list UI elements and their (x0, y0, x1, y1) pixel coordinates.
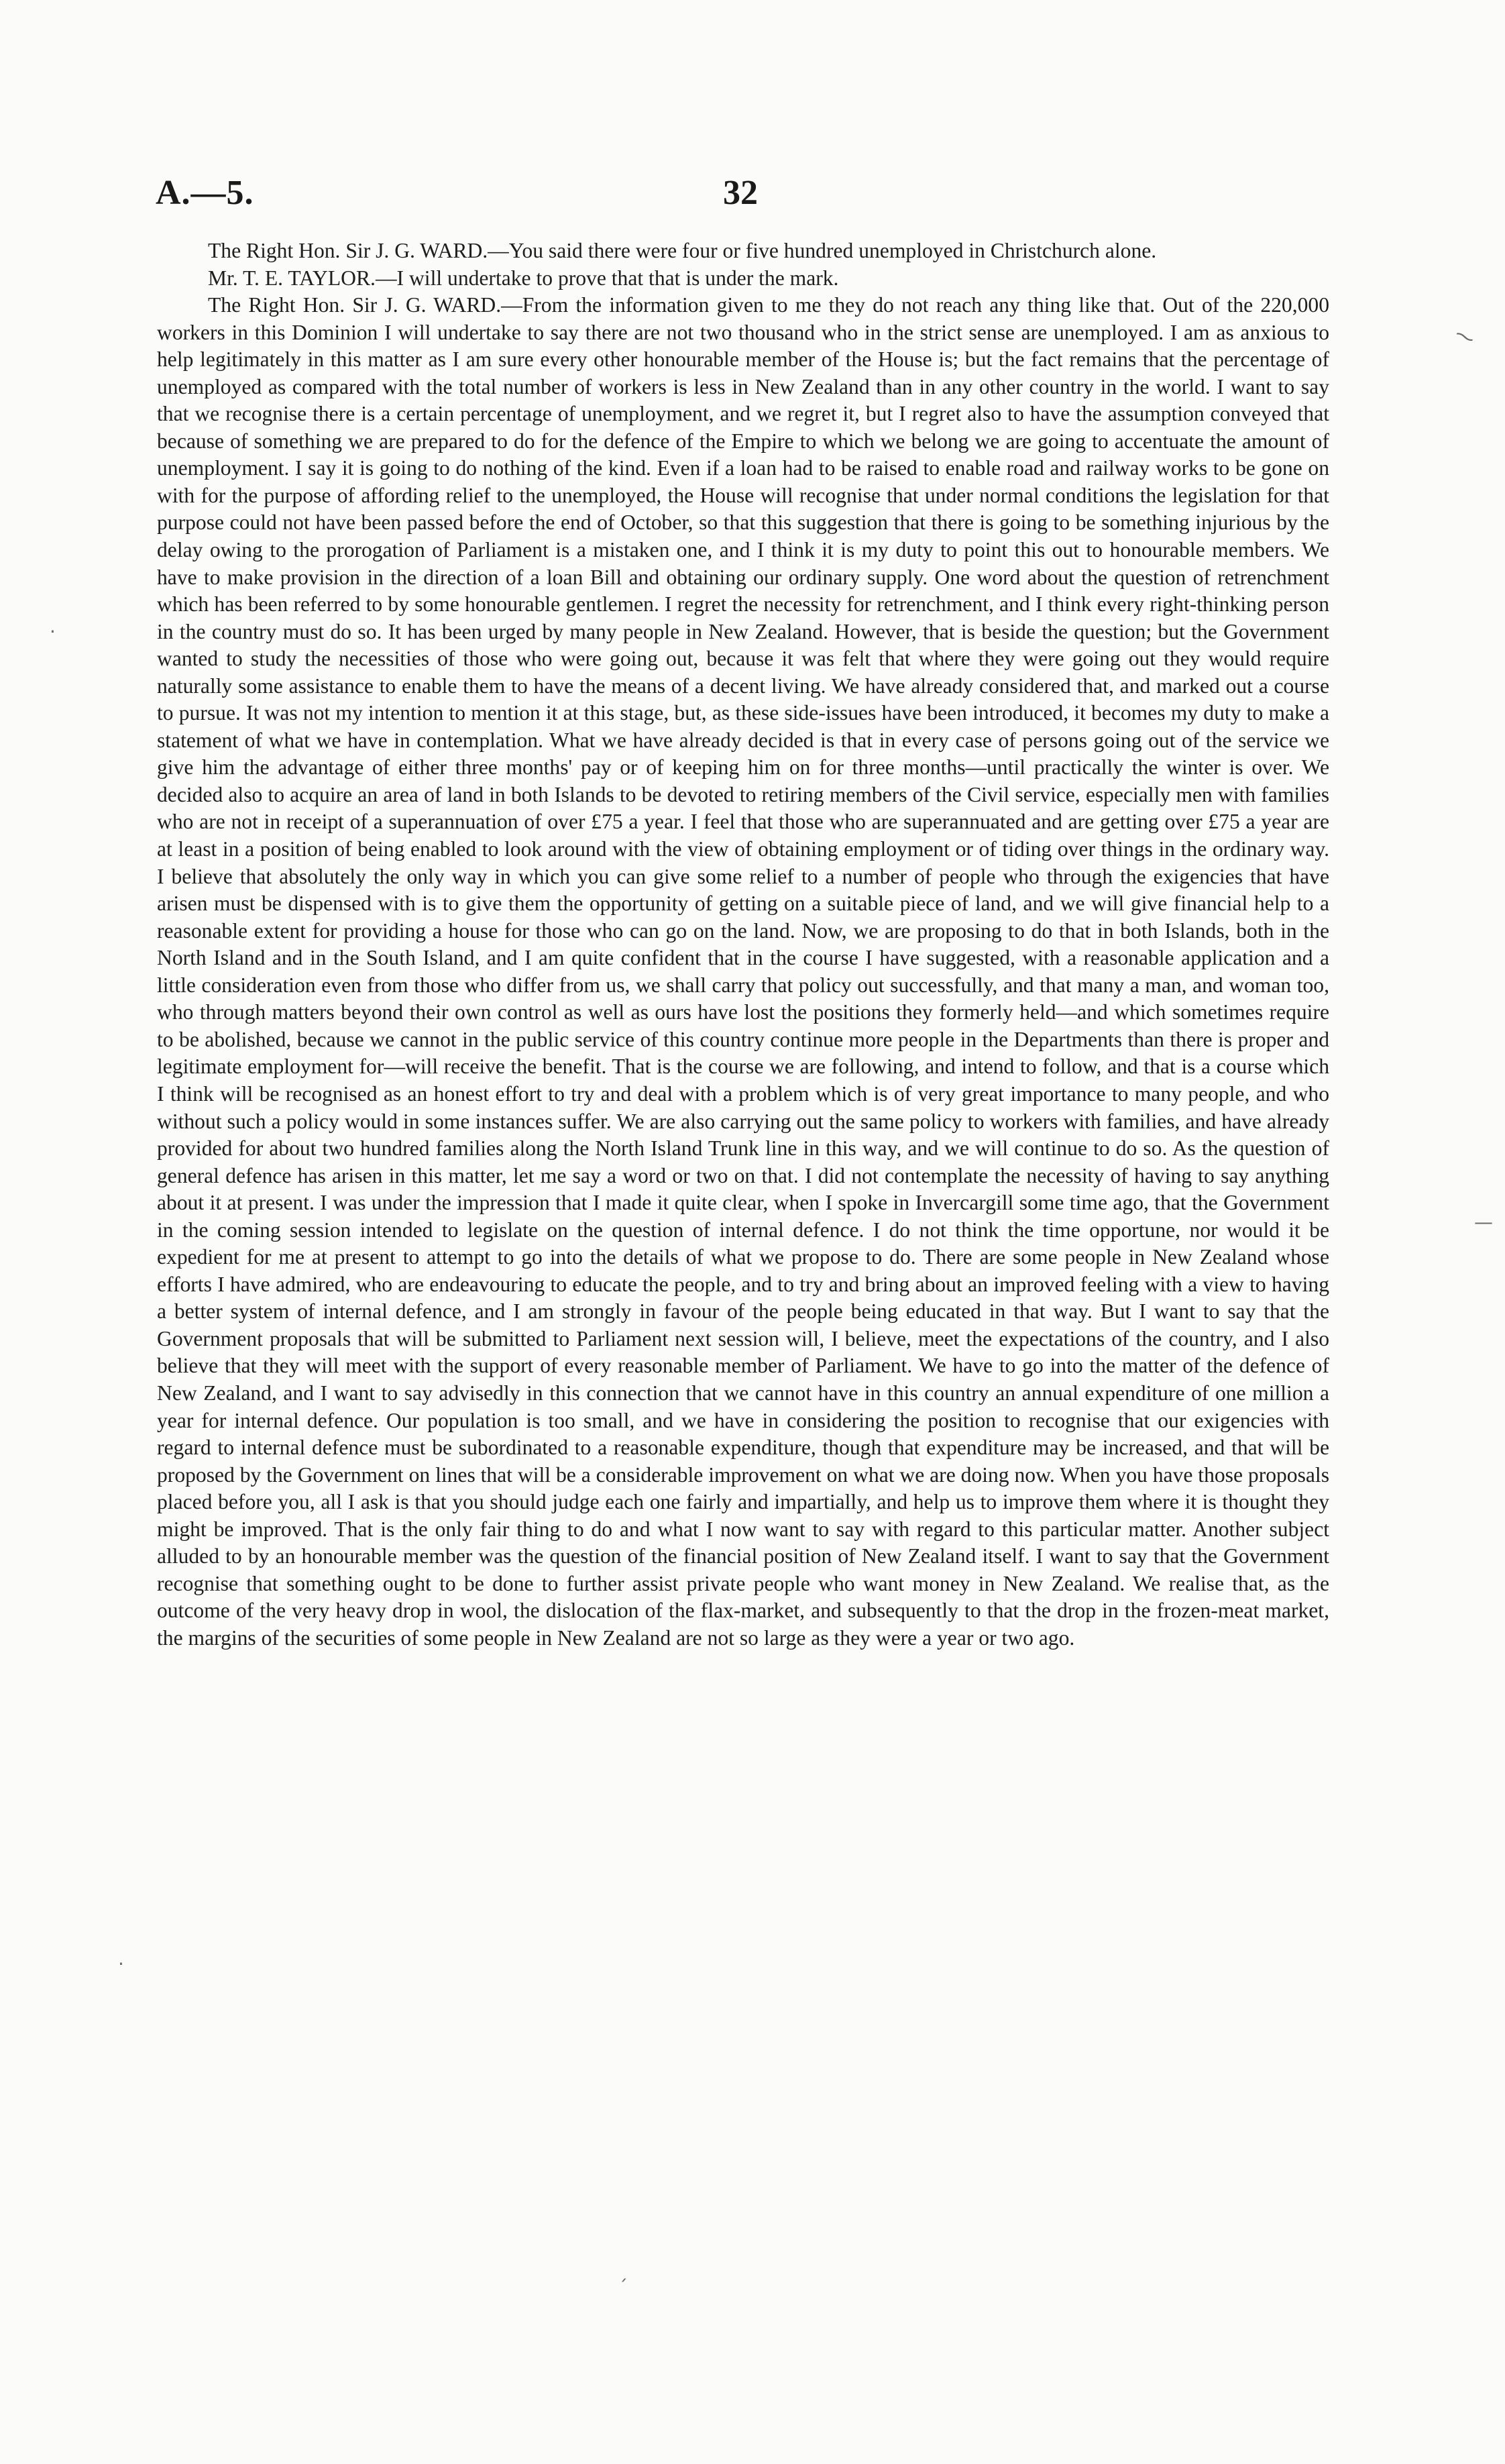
scan-tick-icon: ˏ (618, 2260, 628, 2282)
document-reference: A.—5. (156, 174, 254, 212)
paragraph-ward-statement: The Right Hon. Sir J. G. WARD.—From the information given to me they do not reach any thing like that. Out of the 220,000 workers in this Dominion I will undertake to say there are not two thousand who in the strict sense are unemployed. I am as anxious to help legitimately in this matter as I am sure every other honourable member of the House is; but the fact remains that the percentage of unemployed as compared with the total number of workers is less in New Zealand than in any other country in the world. I want to say that we recognise there is a certain percentage of unemployment, and we regret it, but I regret also to have the assumption conveyed that because of something we are prepared to do for the defence of the Empire to which we belong we are going to accentuate the amount of unemployment. I say it is going to do nothing of the kind. Even if a loan had to be raised to enable road and railway works to be gone on with for the purpose of affording relief to the unemployed, the House will recognise that under normal conditions the legislation for that purpose could not have been passed before the end of October, so that this suggestion that there is going to be something injurious by the delay owing to the prorogation of Parliament is a mistaken one, and I think it is my duty to point this out to honourable members. We have to make provision in the direction of a loan Bill and obtaining our ordinary supply. One word about the question of retrenchment which has been referred to by some honourable gentlemen. I regret the necessity for retrenchment, and I think every right-thinking person in the country must do so. It has been urged by many people in New Zealand. However, that is beside the question; but the Government wanted to study the necessities of those who were going out, because it was felt that where they were going out they would require naturally some assistance to enable them to have the means of a decent living. We have already considered that, and marked out a course to pursue. It was not my intention to mention it at this stage, but, as these side-issues have been introduced, it becomes my duty to make a statement of what we have in contemplation. What we have already decided is that in every case of persons going out of the service we give him the advantage of either three months' pay or of keeping him on for three months—until practically the winter is over. We decided also to acquire an area of land in both Islands to be devoted to retiring members of the Civil service, especially men with families who are not in receipt of a superannuation of over £75 a year. I feel that those who are superannuated and are getting over £75 a year are at least in a position of being enabled to look around with the view of obtaining employment or of tiding over things in the ordinary way. I believe that absolutely the only way in which you can give some relief to a number of people who through the exigencies that have arisen must be dispensed with is to give them the opportunity of getting on a suitable piece of land, and we will give financial help to a reasonable extent for providing a house for those who can go on the land. Now, we are proposing to do that in both Islands, both in the North Island and in the South Island, and I am quite confident that in the course I have suggested, with a reasonable application and a little consideration even from those who differ from us, we shall carry that policy out successfully, and that many a man, and woman too, who through matters beyond their own control as well as ours have lost the positions they formerly held—and which sometimes require to be abolished, because we cannot in the public service of this country continue more people in the Departments than there is proper and legitimate employment for—will receive the benefit. That is the course we are following, and intend to follow, and that is a course which I think will be recognised as an honest effort to try and deal with a problem which is of very great importance to many people, and who without such a policy would in some instances suffer. We are also carrying out the same policy to workers with families, and have already provided for about two hundred families along the North Island Trunk line in this way, and we will continue to do so. As the question of general defence has arisen in this matter, let me say a word or two on that. I did not contemplate the necessity of having to say anything about it at present. I was under the impression that I made it quite clear, when I spoke in Invercargill some time ago, that the Government in the coming session intended to legislate on the question of internal defence. I do not think the time opportune, nor would it be expedient for me at present to attempt to go into the details of what we propose to do. There are some people in New Zealand whose efforts I have admired, who are endeavouring to educate the people, and to try and bring about an improved feeling with a view to having a better system of internal defence, and I am strongly in favour of the people being educated in that way. But I want to say that the Government proposals that will be submitted to Parliament next session will, I believe, meet the expectations of the country, and I also believe that they will meet with the support of every reasonable member of Parliament. We have to go into the matter of the defence of New Zealand, and I want to say advisedly in this connection that we cannot have in this country an annual expenditure of one million a year for internal defence. Our population is too small, and we have in considering the position to recognise that our exigencies with regard to internal defence must be subordinated to a reasonable expenditure, though that expenditure may be increased, and that will be proposed by the Government on lines that will be a considerable improvement on what we are doing now. When you have those proposals placed before you, all I ask is that you should judge each one fairly and impartially, and help us to improve them where it is thought they might be improved. That is the only fair thing to do and what I now want to say with regard to this particular matter. Another subject alluded to by an honourable member was the question of the financial position of New Zealand itself. I want to say that the Government recognise that something ought to be done to further assist private people who want money in New Zealand. We realise that, as the outcome of the very heavy drop in wool, the dislocation of the flax-market, and subsequently to that the drop in the frozen-meat market, the margins of the securities of some people in New Zealand are not so large as they were a year or two ago. (157, 293, 1329, 1650)
body-text (157, 237, 1329, 1652)
scan-mark-icon: ⁓ (1451, 322, 1479, 351)
scan-dash-icon: — (1474, 1211, 1493, 1233)
paragraph-taylor-reply: Mr. T. E. TAYLOR.—I will undertake to prove that that is under the mark. (208, 266, 839, 290)
page-number: 32 (723, 174, 758, 212)
scan-dot-icon: · (118, 1953, 124, 1975)
paragraph-ward-question: The Right Hon. Sir J. G. WARD.—You said there were four or five hundred unemployed in Christchurch alone. (208, 239, 1157, 262)
scan-dot-icon: · (50, 621, 56, 643)
